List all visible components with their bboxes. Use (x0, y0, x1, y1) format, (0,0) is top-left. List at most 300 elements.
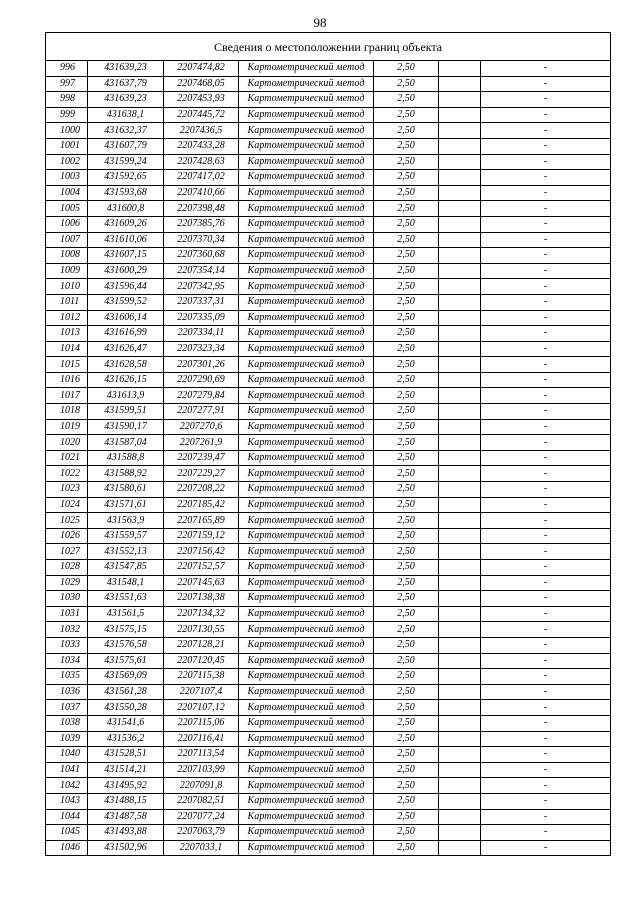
note-cell: - (481, 170, 611, 186)
y-coordinate-cell: 2207063,79 (164, 825, 239, 841)
note-cell: - (481, 388, 611, 404)
note-cell: - (481, 747, 611, 763)
x-coordinate-cell: 431571,61 (88, 497, 164, 513)
x-coordinate-cell: 431561,5 (88, 606, 164, 622)
y-coordinate-cell: 2207360,68 (164, 248, 239, 264)
accuracy-cell: 2,50 (374, 107, 439, 123)
x-coordinate-cell: 431488,15 (88, 793, 164, 809)
table-row (46, 310, 611, 326)
x-coordinate-cell: 431609,26 (88, 216, 164, 232)
description-cell (439, 76, 481, 92)
note-cell: - (481, 778, 611, 794)
point-number-cell: 996 (46, 61, 88, 77)
description-cell (439, 606, 481, 622)
method-cell: Картометрический метод (239, 622, 374, 638)
accuracy-cell: 2,50 (374, 606, 439, 622)
x-coordinate-cell: 431580,61 (88, 482, 164, 498)
description-cell (439, 294, 481, 310)
x-coordinate-cell: 431587,04 (88, 435, 164, 451)
description-cell (439, 482, 481, 498)
point-number-cell: 1013 (46, 326, 88, 342)
table-row (46, 528, 611, 544)
x-coordinate-cell: 431528,51 (88, 747, 164, 763)
page-number: 98 (313, 15, 327, 30)
y-coordinate-cell: 2207130,55 (164, 622, 239, 638)
note-cell: - (481, 263, 611, 279)
accuracy-cell: 2,50 (374, 466, 439, 482)
note-cell: - (481, 575, 611, 591)
note-cell: - (481, 107, 611, 123)
table-row (46, 76, 611, 92)
point-number-cell: 1028 (46, 560, 88, 576)
accuracy-cell: 2,50 (374, 61, 439, 77)
x-coordinate-cell: 431495,92 (88, 778, 164, 794)
method-cell: Картометрический метод (239, 419, 374, 435)
description-cell (439, 388, 481, 404)
table-row (46, 372, 611, 388)
method-cell: Картометрический метод (239, 76, 374, 92)
y-coordinate-cell: 2207208,22 (164, 482, 239, 498)
table-row (46, 232, 611, 248)
accuracy-cell: 2,50 (374, 404, 439, 420)
method-cell: Картометрический метод (239, 388, 374, 404)
y-coordinate-cell: 2207323,34 (164, 341, 239, 357)
note-cell: - (481, 622, 611, 638)
table-row (46, 793, 611, 809)
note-cell: - (481, 762, 611, 778)
y-coordinate-cell: 2207113,54 (164, 747, 239, 763)
description-cell (439, 809, 481, 825)
table-title: Сведения о местоположении границ объекта (46, 33, 611, 61)
description-cell (439, 591, 481, 607)
method-cell: Картометрический метод (239, 263, 374, 279)
y-coordinate-cell: 2207445,72 (164, 107, 239, 123)
description-cell (439, 201, 481, 217)
accuracy-cell: 2,50 (374, 482, 439, 498)
table-row (46, 216, 611, 232)
point-number-cell: 1020 (46, 435, 88, 451)
table-row (46, 326, 611, 342)
table-row (46, 435, 611, 451)
method-cell: Картометрический метод (239, 560, 374, 576)
note-cell: - (481, 528, 611, 544)
note-cell: - (481, 669, 611, 685)
accuracy-cell: 2,50 (374, 497, 439, 513)
note-cell: - (481, 419, 611, 435)
description-cell (439, 653, 481, 669)
table-row (46, 575, 611, 591)
x-coordinate-cell: 431596,44 (88, 279, 164, 295)
accuracy-cell: 2,50 (374, 170, 439, 186)
table-row (46, 357, 611, 373)
y-coordinate-cell: 2207145,63 (164, 575, 239, 591)
table-row (46, 622, 611, 638)
description-cell (439, 279, 481, 295)
accuracy-cell: 2,50 (374, 341, 439, 357)
note-cell: - (481, 185, 611, 201)
table-title-row (46, 33, 611, 61)
x-coordinate-cell: 431639,23 (88, 61, 164, 77)
accuracy-cell: 2,50 (374, 92, 439, 108)
description-cell (439, 700, 481, 716)
note-cell: - (481, 61, 611, 77)
table-row (46, 466, 611, 482)
description-cell (439, 560, 481, 576)
y-coordinate-cell: 2207128,21 (164, 637, 239, 653)
method-cell: Картометрический метод (239, 154, 374, 170)
y-coordinate-cell: 2207229,27 (164, 466, 239, 482)
y-coordinate-cell: 2207152,57 (164, 560, 239, 576)
method-cell: Картометрический метод (239, 762, 374, 778)
table-row (46, 450, 611, 466)
accuracy-cell: 2,50 (374, 123, 439, 139)
accuracy-cell: 2,50 (374, 138, 439, 154)
accuracy-cell: 2,50 (374, 372, 439, 388)
accuracy-cell: 2,50 (374, 575, 439, 591)
description-cell (439, 435, 481, 451)
accuracy-cell: 2,50 (374, 450, 439, 466)
method-cell: Картометрический метод (239, 544, 374, 560)
x-coordinate-cell: 431638,1 (88, 107, 164, 123)
y-coordinate-cell: 2207033,1 (164, 840, 239, 856)
table-row (46, 294, 611, 310)
note-cell: - (481, 482, 611, 498)
note-cell: - (481, 731, 611, 747)
method-cell: Картометрический метод (239, 341, 374, 357)
note-cell: - (481, 372, 611, 388)
method-cell: Картометрический метод (239, 575, 374, 591)
x-coordinate-cell: 431590,17 (88, 419, 164, 435)
description-cell (439, 372, 481, 388)
y-coordinate-cell: 2207091,8 (164, 778, 239, 794)
accuracy-cell: 2,50 (374, 669, 439, 685)
point-number-cell: 1029 (46, 575, 88, 591)
method-cell: Картометрический метод (239, 793, 374, 809)
method-cell: Картометрический метод (239, 825, 374, 841)
point-number-cell: 1003 (46, 170, 88, 186)
y-coordinate-cell: 2207239,47 (164, 450, 239, 466)
method-cell: Картометрический метод (239, 528, 374, 544)
note-cell: - (481, 341, 611, 357)
method-cell: Картометрический метод (239, 279, 374, 295)
point-number-cell: 1024 (46, 497, 88, 513)
point-number-cell: 1035 (46, 669, 88, 685)
note-cell: - (481, 606, 611, 622)
accuracy-cell: 2,50 (374, 435, 439, 451)
accuracy-cell: 2,50 (374, 513, 439, 529)
description-cell (439, 778, 481, 794)
point-number-cell: 1040 (46, 747, 88, 763)
x-coordinate-cell: 431613,9 (88, 388, 164, 404)
y-coordinate-cell: 2207337,31 (164, 294, 239, 310)
point-number-cell: 1015 (46, 357, 88, 373)
x-coordinate-cell: 431569,09 (88, 669, 164, 685)
point-number-cell: 1033 (46, 637, 88, 653)
point-number-cell: 1017 (46, 388, 88, 404)
description-cell (439, 185, 481, 201)
description-cell (439, 263, 481, 279)
note-cell: - (481, 793, 611, 809)
method-cell: Картометрический метод (239, 404, 374, 420)
description-cell (439, 575, 481, 591)
method-cell: Картометрический метод (239, 357, 374, 373)
accuracy-cell: 2,50 (374, 201, 439, 217)
method-cell: Картометрический метод (239, 170, 374, 186)
point-number-cell: 998 (46, 92, 88, 108)
table-row (46, 185, 611, 201)
method-cell: Картометрический метод (239, 123, 374, 139)
description-cell (439, 61, 481, 77)
table-row (46, 606, 611, 622)
y-coordinate-cell: 2207354,14 (164, 263, 239, 279)
description-cell (439, 450, 481, 466)
note-cell: - (481, 92, 611, 108)
method-cell: Картометрический метод (239, 684, 374, 700)
accuracy-cell: 2,50 (374, 357, 439, 373)
y-coordinate-cell: 2207301,26 (164, 357, 239, 373)
description-cell (439, 637, 481, 653)
x-coordinate-cell: 431548,1 (88, 575, 164, 591)
y-coordinate-cell: 2207261,9 (164, 435, 239, 451)
accuracy-cell: 2,50 (374, 528, 439, 544)
x-coordinate-cell: 431606,14 (88, 310, 164, 326)
point-number-cell: 1037 (46, 700, 88, 716)
note-cell: - (481, 809, 611, 825)
y-coordinate-cell: 2207436,5 (164, 123, 239, 139)
table-body (46, 61, 611, 856)
note-cell: - (481, 700, 611, 716)
table-row (46, 123, 611, 139)
description-cell (439, 513, 481, 529)
method-cell: Картометрический метод (239, 138, 374, 154)
y-coordinate-cell: 2207115,38 (164, 669, 239, 685)
y-coordinate-cell: 2207277,91 (164, 404, 239, 420)
note-cell: - (481, 715, 611, 731)
description-cell (439, 497, 481, 513)
note-cell: - (481, 279, 611, 295)
x-coordinate-cell: 431628,58 (88, 357, 164, 373)
note-cell: - (481, 450, 611, 466)
y-coordinate-cell: 2207428,63 (164, 154, 239, 170)
accuracy-cell: 2,50 (374, 232, 439, 248)
table-row (46, 762, 611, 778)
point-number-cell: 1010 (46, 279, 88, 295)
accuracy-cell: 2,50 (374, 76, 439, 92)
y-coordinate-cell: 2207398,48 (164, 201, 239, 217)
table-row (46, 482, 611, 498)
table-row (46, 560, 611, 576)
x-coordinate-cell: 431588,92 (88, 466, 164, 482)
x-coordinate-cell: 431541,6 (88, 715, 164, 731)
description-cell (439, 419, 481, 435)
table-row (46, 170, 611, 186)
description-cell (439, 747, 481, 763)
point-number-cell: 1031 (46, 606, 88, 622)
note-cell: - (481, 497, 611, 513)
method-cell: Картометрический метод (239, 466, 374, 482)
method-cell: Картометрический метод (239, 809, 374, 825)
point-number-cell: 1000 (46, 123, 88, 139)
x-coordinate-cell: 431600,8 (88, 201, 164, 217)
description-cell (439, 248, 481, 264)
point-number-cell: 1026 (46, 528, 88, 544)
y-coordinate-cell: 2207433,28 (164, 138, 239, 154)
y-coordinate-cell: 2207417,02 (164, 170, 239, 186)
method-cell: Картометрический метод (239, 248, 374, 264)
point-number-cell: 1027 (46, 544, 88, 560)
description-cell (439, 715, 481, 731)
y-coordinate-cell: 2207116,41 (164, 731, 239, 747)
accuracy-cell: 2,50 (374, 419, 439, 435)
note-cell: - (481, 326, 611, 342)
method-cell: Картометрический метод (239, 497, 374, 513)
accuracy-cell: 2,50 (374, 263, 439, 279)
y-coordinate-cell: 2207468,05 (164, 76, 239, 92)
description-cell (439, 404, 481, 420)
note-cell: - (481, 544, 611, 560)
point-number-cell: 999 (46, 107, 88, 123)
note-cell: - (481, 825, 611, 841)
y-coordinate-cell: 2207370,34 (164, 232, 239, 248)
y-coordinate-cell: 2207082,51 (164, 793, 239, 809)
y-coordinate-cell: 2207103,99 (164, 762, 239, 778)
table-row (46, 419, 611, 435)
note-cell: - (481, 404, 611, 420)
x-coordinate-cell: 431575,61 (88, 653, 164, 669)
table-row (46, 809, 611, 825)
method-cell: Картометрический метод (239, 92, 374, 108)
table-row (46, 61, 611, 77)
x-coordinate-cell: 431561,28 (88, 684, 164, 700)
description-cell (439, 731, 481, 747)
note-cell: - (481, 653, 611, 669)
description-cell (439, 684, 481, 700)
note-cell: - (481, 513, 611, 529)
x-coordinate-cell: 431493,88 (88, 825, 164, 841)
description-cell (439, 528, 481, 544)
x-coordinate-cell: 431610,06 (88, 232, 164, 248)
x-coordinate-cell: 431551,63 (88, 591, 164, 607)
table-row (46, 669, 611, 685)
y-coordinate-cell: 2207335,09 (164, 310, 239, 326)
accuracy-cell: 2,50 (374, 185, 439, 201)
table-row (46, 497, 611, 513)
y-coordinate-cell: 2207270,6 (164, 419, 239, 435)
accuracy-cell: 2,50 (374, 279, 439, 295)
y-coordinate-cell: 2207385,76 (164, 216, 239, 232)
note-cell: - (481, 294, 611, 310)
note-cell: - (481, 591, 611, 607)
y-coordinate-cell: 2207120,45 (164, 653, 239, 669)
accuracy-cell: 2,50 (374, 622, 439, 638)
note-cell: - (481, 248, 611, 264)
x-coordinate-cell: 431559,57 (88, 528, 164, 544)
point-number-cell: 1032 (46, 622, 88, 638)
method-cell: Картометрический метод (239, 107, 374, 123)
boundary-coordinates-table (45, 32, 611, 856)
point-number-cell: 1039 (46, 731, 88, 747)
method-cell: Картометрический метод (239, 778, 374, 794)
description-cell (439, 622, 481, 638)
point-number-cell: 1007 (46, 232, 88, 248)
x-coordinate-cell: 431588,8 (88, 450, 164, 466)
method-cell: Картометрический метод (239, 715, 374, 731)
x-coordinate-cell: 431626,47 (88, 341, 164, 357)
table-row (46, 201, 611, 217)
x-coordinate-cell: 431576,58 (88, 637, 164, 653)
table-row (46, 637, 611, 653)
note-cell: - (481, 232, 611, 248)
description-cell (439, 107, 481, 123)
y-coordinate-cell: 2207334,11 (164, 326, 239, 342)
table-row (46, 544, 611, 560)
note-cell: - (481, 357, 611, 373)
table-row (46, 715, 611, 731)
y-coordinate-cell: 2207410,66 (164, 185, 239, 201)
x-coordinate-cell: 431550,28 (88, 700, 164, 716)
point-number-cell: 1034 (46, 653, 88, 669)
x-coordinate-cell: 431632,37 (88, 123, 164, 139)
y-coordinate-cell: 2207290,69 (164, 372, 239, 388)
point-number-cell: 1042 (46, 778, 88, 794)
method-cell: Картометрический метод (239, 435, 374, 451)
table-row (46, 138, 611, 154)
point-number-cell: 1011 (46, 294, 88, 310)
x-coordinate-cell: 431639,23 (88, 92, 164, 108)
note-cell: - (481, 840, 611, 856)
point-number-cell: 1005 (46, 201, 88, 217)
method-cell: Картометрический метод (239, 513, 374, 529)
point-number-cell: 1025 (46, 513, 88, 529)
table-row (46, 684, 611, 700)
x-coordinate-cell: 431502,96 (88, 840, 164, 856)
description-cell (439, 762, 481, 778)
x-coordinate-cell: 431514,21 (88, 762, 164, 778)
accuracy-cell: 2,50 (374, 154, 439, 170)
description-cell (439, 154, 481, 170)
note-cell: - (481, 216, 611, 232)
point-number-cell: 1023 (46, 482, 88, 498)
point-number-cell: 1004 (46, 185, 88, 201)
point-number-cell: 1014 (46, 341, 88, 357)
table-row (46, 279, 611, 295)
method-cell: Картометрический метод (239, 637, 374, 653)
point-number-cell: 1002 (46, 154, 88, 170)
note-cell: - (481, 560, 611, 576)
table-row (46, 840, 611, 856)
point-number-cell: 1008 (46, 248, 88, 264)
point-number-cell: 1043 (46, 793, 88, 809)
y-coordinate-cell: 2207115,06 (164, 715, 239, 731)
accuracy-cell: 2,50 (374, 591, 439, 607)
y-coordinate-cell: 2207077,24 (164, 809, 239, 825)
description-cell (439, 216, 481, 232)
point-number-cell: 1019 (46, 419, 88, 435)
accuracy-cell: 2,50 (374, 731, 439, 747)
table-row (46, 778, 611, 794)
description-cell (439, 825, 481, 841)
method-cell: Картометрический метод (239, 201, 374, 217)
accuracy-cell: 2,50 (374, 653, 439, 669)
point-number-cell: 1030 (46, 591, 88, 607)
table-row (46, 404, 611, 420)
table-row (46, 341, 611, 357)
description-cell (439, 123, 481, 139)
x-coordinate-cell: 431599,52 (88, 294, 164, 310)
note-cell: - (481, 76, 611, 92)
point-number-cell: 1041 (46, 762, 88, 778)
note-cell: - (481, 201, 611, 217)
